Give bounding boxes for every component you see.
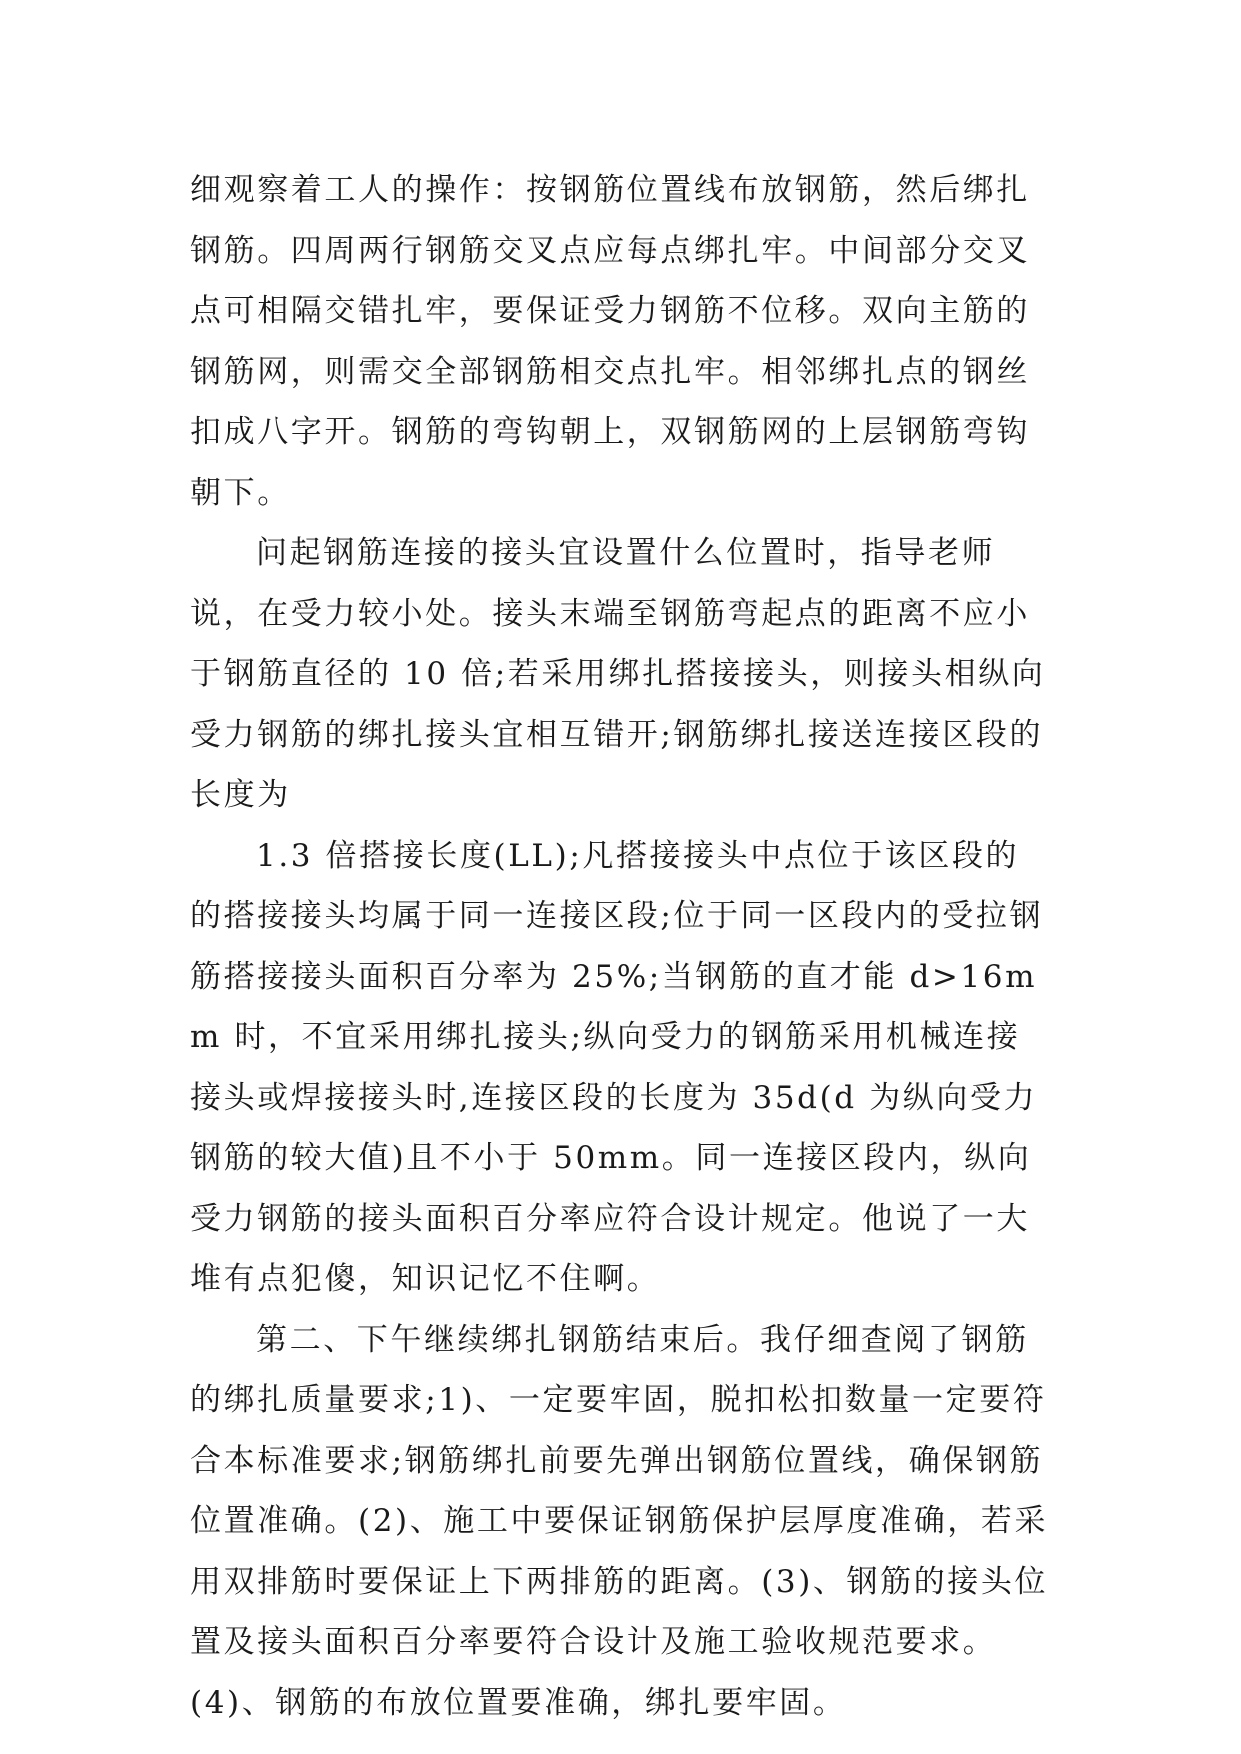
document-body — [190, 160, 1050, 1733]
paragraph-4: 第二、下午继续绑扎钢筋结束后。我仔细查阅了钢筋的绑扎质量要求;1)、一定要牢固，脱扣松扣数量一定要符合本标准要求;钢筋绑扎前要先弹出钢筋位置线，确保钢筋位置准确。(2)、施工中要保证钢筋保护层厚度准确，若采用双排筋时要保证上下两排筋的距离。(3)、钢筋的接头位置及接头面积百分率要符合设计及施工验收规范要求。(4)、钢筋的布放位置要准确，绑扎要牢固。 — [190, 1321, 1049, 1721]
paragraph-3: 1.3 倍搭接长度(LL);凡搭接接头中点位于该区段的的搭接接头均属于同一连接区段;位于同一区段内的受拉钢筋搭接接头面积百分率为 25%;当钢筋的直才能 d>16mm 时，不宜采用绑扎接头;纵向受力的钢筋采用机械连接接头或焊接接头时,连接区段的长度为 35d(d 为纵向受力钢筋的较大值)且不小于 50mm。同一连接区段内，纵向受力钢筋的接头面积百分率应符合设计规定。他说了一大堆有点犯傻，知识记忆不住啊。 — [190, 837, 1044, 1297]
paragraph-1: 细观察着工人的操作：按钢筋位置线布放钢筋，然后绑扎钢筋。四周两行钢筋交叉点应每点绑扎牢。中间部分交叉点可相隔交错扎牢，要保证受力钢筋不位移。双向主筋的钢筋网，则需交全部钢筋相交点扎牢。相邻绑扎点的钢丝扣成八字开。钢筋的弯钩朝上，双钢筋网的上层钢筋弯钩朝下。 — [190, 172, 1030, 511]
paragraph-2: 问起钢筋连接的接头宜设置什么位置时，指导老师说，在受力较小处。接头末端至钢筋弯起点的距离不应小于钢筋直径的 10 倍;若采用绑扎搭接接头，则接头相纵向受力钢筋的绑扎接头宜相互错开;钢筋绑扎接送连接区段的长度为 — [190, 535, 1046, 813]
